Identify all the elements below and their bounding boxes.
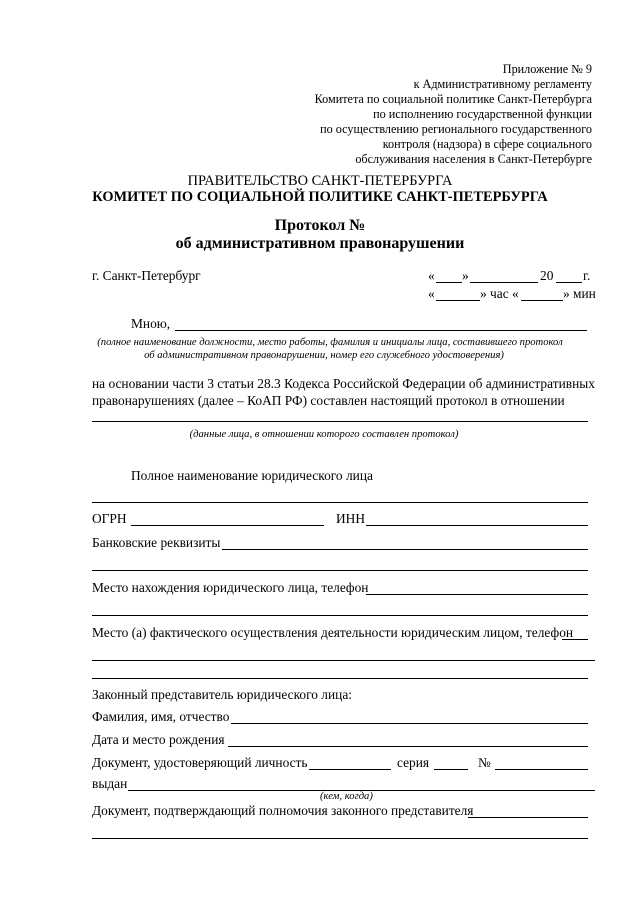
committee-heading: КОМИТЕТ ПО СОЦИАЛЬНОЙ ПОЛИТИКЕ САНКТ-ПЕТЕРБУРГА bbox=[92, 189, 548, 205]
id-document-field[interactable] bbox=[309, 769, 391, 770]
inn-field[interactable] bbox=[366, 525, 588, 526]
authority-doc-field-line2[interactable] bbox=[92, 838, 588, 839]
ogrn-label: ОГРН bbox=[92, 511, 127, 526]
date-quote-close: » bbox=[462, 268, 469, 283]
inn-label: ИНН bbox=[336, 511, 366, 526]
protocol-subtitle: об административном правонарушении bbox=[175, 235, 465, 252]
actual-place-field[interactable] bbox=[562, 639, 588, 640]
time-hour-label: » час « bbox=[480, 286, 519, 301]
me-label: Мною, bbox=[131, 316, 171, 331]
location-label: Место нахождения юридического лица, телефон bbox=[92, 580, 369, 595]
representative-label: Законный представитель юридического лица: bbox=[92, 687, 352, 702]
id-document-label: Документ, удостоверяющий личность bbox=[92, 755, 308, 770]
appendix-line: по осуществлению регионального государственного bbox=[320, 122, 592, 136]
birth-field[interactable] bbox=[228, 746, 588, 747]
series-field[interactable] bbox=[434, 769, 468, 770]
authority-doc-field[interactable] bbox=[468, 817, 588, 818]
issued-label: выдан bbox=[92, 776, 128, 791]
number-field[interactable] bbox=[495, 769, 588, 770]
me-hint-line1: (полное наименование должности, место работы, фамилия и инициалы лица, составившего протокол bbox=[97, 337, 563, 348]
legal-name-field[interactable] bbox=[92, 502, 588, 503]
ogrn-field[interactable] bbox=[131, 525, 324, 526]
bank-field[interactable] bbox=[222, 549, 588, 550]
me-hint-line2: об административном правонарушении, номер его служебного удостоверения) bbox=[144, 350, 504, 361]
government-heading: ПРАВИТЕЛЬСТВО САНКТ-ПЕТЕРБУРГА bbox=[187, 173, 453, 189]
date-year-suffix: г. bbox=[583, 268, 591, 283]
location-field[interactable] bbox=[366, 594, 588, 595]
birth-label: Дата и место рождения bbox=[92, 732, 225, 747]
actual-place-label: Место (а) фактического осуществления деятельности юридическим лицом, телефон bbox=[92, 625, 574, 640]
date-month-field[interactable] bbox=[470, 282, 538, 283]
legal-name-label: Полное наименование юридического лица bbox=[131, 468, 373, 483]
bank-field-line2[interactable] bbox=[92, 570, 588, 571]
subject-hint: (данные лица, в отношении которого составлен протокол) bbox=[189, 429, 459, 440]
full-name-label: Фамилия, имя, отчество bbox=[92, 709, 230, 724]
number-label: № bbox=[478, 755, 491, 770]
basis-line2: правонарушениях (далее – КоАП РФ) составлен настоящий протокол в отношении bbox=[92, 393, 565, 408]
appendix-line: Приложение № 9 bbox=[502, 62, 592, 76]
time-quote-open: « bbox=[428, 286, 435, 301]
me-field[interactable] bbox=[175, 330, 587, 331]
city-label: г. Санкт-Петербург bbox=[92, 268, 201, 283]
appendix-line: Комитета по социальной политике Санкт-Петербурга bbox=[314, 92, 592, 106]
time-hour-field[interactable] bbox=[436, 300, 480, 301]
date-quote-open: « bbox=[428, 268, 435, 283]
protocol-title: Протокол № bbox=[274, 217, 366, 234]
basis-line1: на основании части 3 статьи 28.3 Кодекса Российской Федерации об административных bbox=[92, 376, 595, 391]
series-label: серия bbox=[397, 755, 430, 770]
appendix-line: по исполнению государственной функции bbox=[373, 107, 592, 121]
actual-place-field-line3[interactable] bbox=[92, 678, 588, 679]
date-year-field[interactable] bbox=[556, 282, 582, 283]
time-minute-label: » мин bbox=[563, 286, 596, 301]
time-minute-field[interactable] bbox=[521, 300, 563, 301]
actual-place-field-line2[interactable] bbox=[92, 660, 595, 661]
location-field-line2[interactable] bbox=[92, 615, 588, 616]
subject-field[interactable] bbox=[92, 421, 588, 422]
date-day-field[interactable] bbox=[436, 282, 462, 283]
full-name-field[interactable] bbox=[231, 723, 588, 724]
appendix-line: контроля (надзора) в сфере социального bbox=[382, 137, 592, 151]
appendix-line: к Административному регламенту bbox=[413, 77, 592, 91]
bank-label: Банковские реквизиты bbox=[92, 535, 221, 550]
appendix-line: обслуживания населения в Санкт-Петербурге bbox=[355, 152, 592, 166]
date-year-prefix: 20 bbox=[540, 268, 554, 283]
authority-doc-label: Документ, подтверждающий полномочия законного представителя bbox=[92, 803, 474, 818]
issued-hint: (кем, когда) bbox=[320, 791, 373, 802]
